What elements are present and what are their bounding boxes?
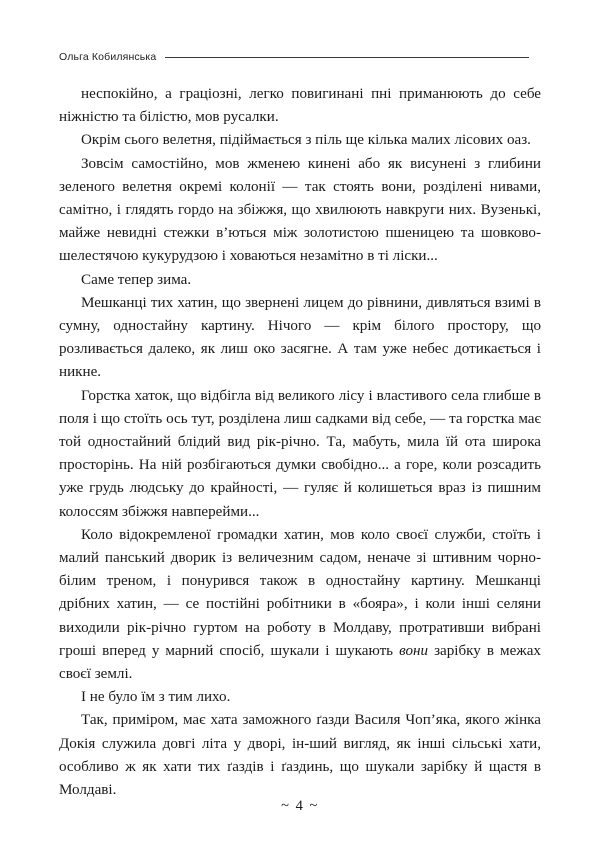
header-author-name: Ольга Кобилянська xyxy=(59,51,157,63)
paragraph: Так, приміром, має хата заможного ґазди Василя Чоп’яка, якого жінка Докія служила довгі літа у дворі, ін-ший вигляд, як інші сільські хати, особливо ж як хати тих ґаздів і ґаздинь, що шукали зарібку й щастя в Молдаві. xyxy=(59,712,541,799)
paragraph-lead-text: Коло відокремленої громадки хатин, мов коло своєї служби, стоїть і малий панський дворик із величезним садом, неначе зі штивним чорно-білим треном, і понурився також в одностайну картину. Мешканці дрібних хатин, — се постійні робітники в «бояра», і коли інші селяни виходили рік-річно гуртом на роботу в Молдаву, протративши вибрані гроші вперед у марний спосіб, шукали і шукають xyxy=(59,526,541,659)
paragraph: неспокійно, а граціозні, легко повигинані пні приманюють до себе ніжністю та білістю, мов русалки. xyxy=(59,86,541,126)
paragraph: Окрім сього велетня, підіймається з піль ще кілька малих лісових оаз. xyxy=(81,132,531,149)
page-number: ~ 4 ~ xyxy=(281,798,319,814)
paragraph: Зовсім самостійно, мов жменею кинені або як висунені з глибини зеленого велетня окремі колонії — так стоять вони, розділені нивами, самітно, і глядять гордо на збіжжя, що хвилюють навкруги них. Вузенькі, майже невидні стежки в’ються між золотистою пшеницею та шовково-шелестячою кукурудзою і ховаються незамітно в ті ліски... xyxy=(59,155,541,265)
paragraph: Саме тепер зима. xyxy=(81,271,192,288)
paragraph-with-emphasis xyxy=(59,524,541,686)
paragraph-tail-text: зарібку в межах своєї землі. xyxy=(59,642,541,683)
header-rule xyxy=(165,57,529,58)
emphasized-word: вони xyxy=(399,642,429,659)
paragraph: І не було їм з тим лихо. xyxy=(81,689,231,706)
paragraph: Горстка хаток, що відбігла від великого лісу і властивого села глибше в поля і що стоїть ось тут, розділена лиш садками від себе, — та горстка має той одностайний блідий вид рік-річно. Та, мабуть, мила їй ота широка просторінь. На ній розбігаються думки свобідно... а горе, коли розсадить уже грудь людську до крайності, — гуляє й колишеться враз із пишним колоссям збіжжя навперейми... xyxy=(59,387,541,520)
paragraph: Мешканці тих хатин, що звернені лицем до рівнини, дивляться взимі в сумну, одностайну картину. Нічого — крім білого простору, що розливається далеко, як лиш око засягне. А там уже небес дотикається і никне. xyxy=(59,294,541,381)
running-header xyxy=(59,46,529,68)
body-text-block xyxy=(59,83,541,802)
